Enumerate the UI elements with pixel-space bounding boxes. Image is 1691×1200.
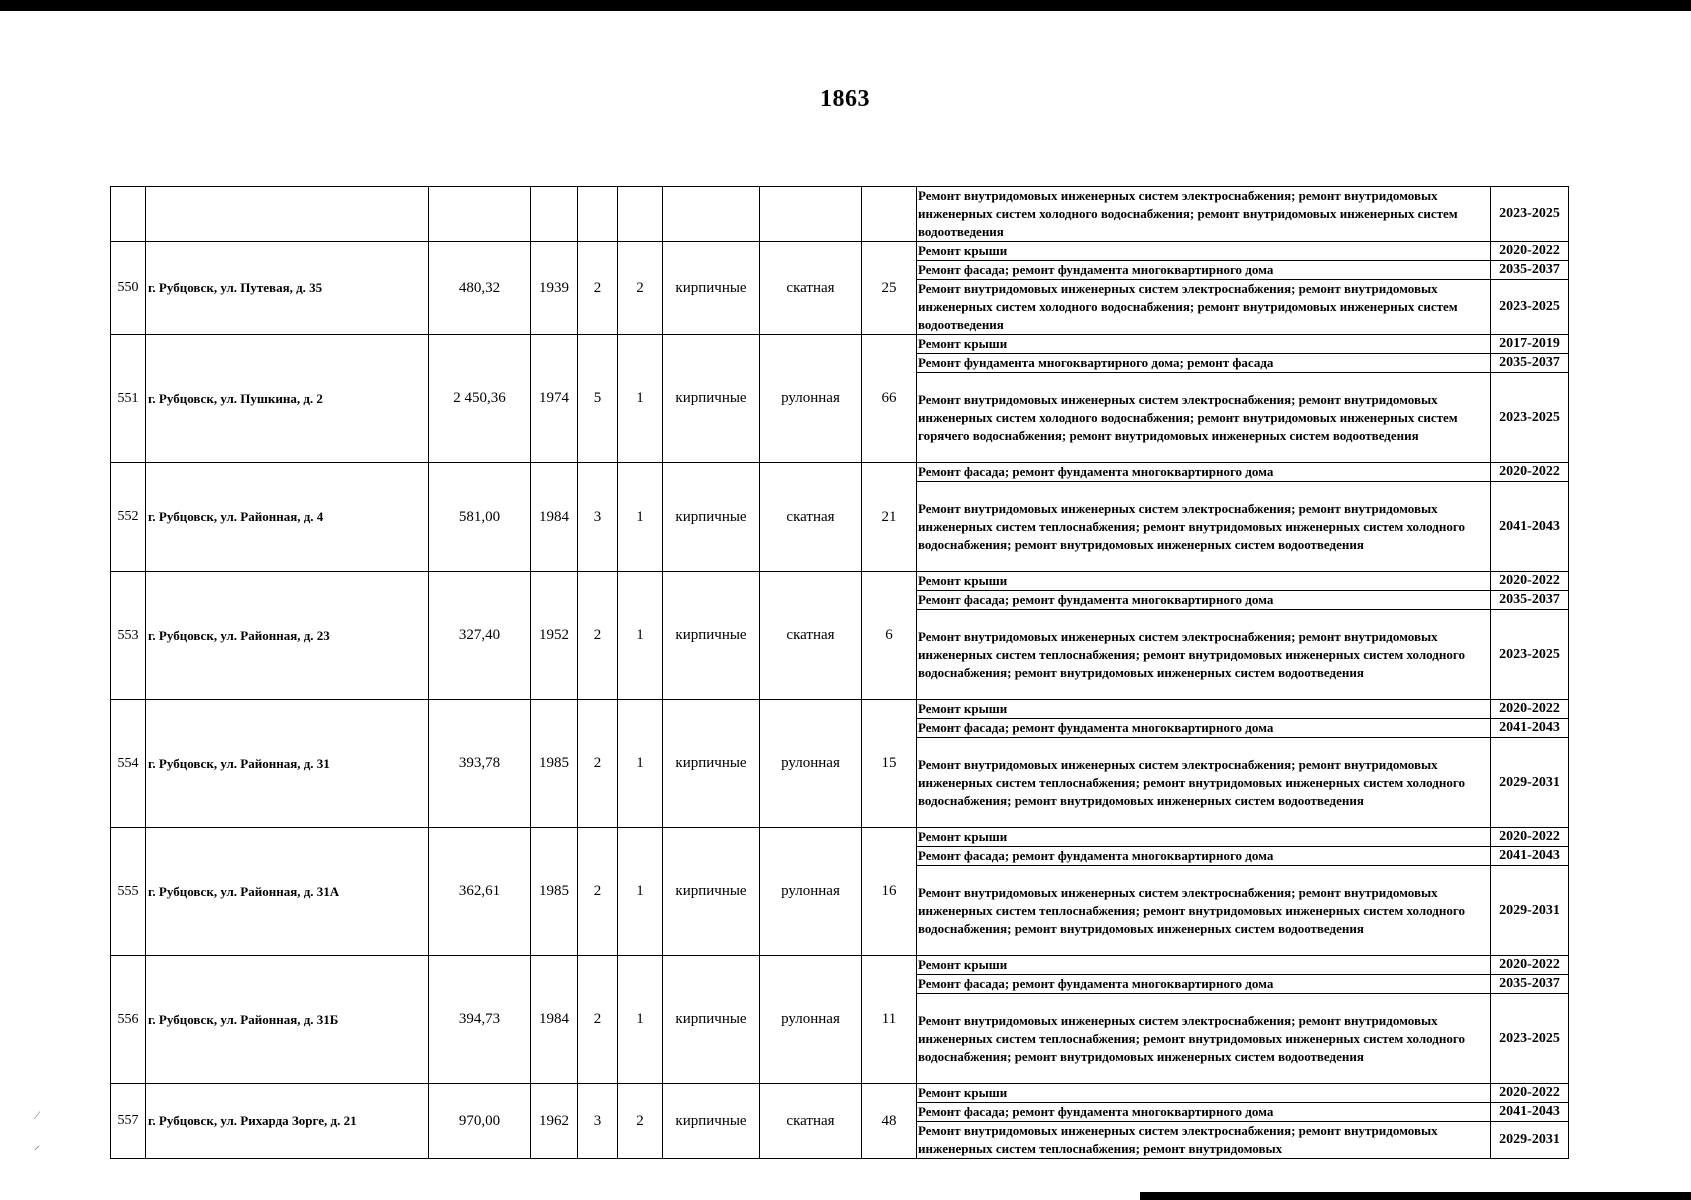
work-description: Ремонт крыши — [917, 335, 1491, 354]
work-description: Ремонт крыши — [917, 1084, 1491, 1103]
continuation-row — [111, 187, 1569, 242]
floors-count: 3 — [578, 463, 618, 572]
empty-cell — [760, 187, 862, 242]
house-row — [111, 956, 1569, 975]
residents-count: 11 — [862, 956, 917, 1084]
margin-pencil-mark: ⸝ — [34, 1138, 41, 1152]
wall-material: кирпичные — [663, 242, 760, 335]
work-period: 2029-2031 — [1491, 1122, 1569, 1159]
house-row — [111, 335, 1569, 354]
floors-count: 2 — [578, 700, 618, 828]
work-period: 2023-2025 — [1491, 187, 1569, 242]
total-area: 394,73 — [429, 956, 531, 1084]
work-period: 2041-2043 — [1491, 847, 1569, 866]
roof-type: скатная — [760, 463, 862, 572]
entrances-count: 2 — [618, 242, 663, 335]
row-number: 557 — [111, 1084, 146, 1159]
address: г. Рубцовск, ул. Рихарда Зорге, д. 21 — [146, 1084, 429, 1159]
total-area: 327,40 — [429, 572, 531, 700]
work-description: Ремонт фасада; ремонт фундамента многоквартирного дома — [917, 1103, 1491, 1122]
entrances-count: 2 — [618, 1084, 663, 1159]
work-description: Ремонт внутридомовых инженерных систем электроснабжения; ремонт внутридомовых инженерных систем теплоснабжения; ремонт внутридомовых — [917, 1122, 1491, 1159]
entrances-count: 1 — [618, 335, 663, 463]
build-year: 1985 — [531, 700, 578, 828]
roof-type: рулонная — [760, 335, 862, 463]
empty-cell — [663, 187, 760, 242]
work-period: 2035-2037 — [1491, 591, 1569, 610]
entrances-count: 1 — [618, 572, 663, 700]
entrances-count: 1 — [618, 700, 663, 828]
work-description: Ремонт внутридомовых инженерных систем электроснабжения; ремонт внутридомовых инженерных систем холодного водоснабжения; ремонт внутридомовых инженерных систем водоотведения — [917, 280, 1491, 335]
floors-count: 2 — [578, 956, 618, 1084]
entrances-count: 1 — [618, 463, 663, 572]
work-description: Ремонт фасада; ремонт фундамента многоквартирного дома — [917, 591, 1491, 610]
work-period: 2020-2022 — [1491, 700, 1569, 719]
work-description: Ремонт фасада; ремонт фундамента многоквартирного дома — [917, 261, 1491, 280]
build-year: 1939 — [531, 242, 578, 335]
empty-cell — [578, 187, 618, 242]
residents-count: 15 — [862, 700, 917, 828]
work-period: 2035-2037 — [1491, 354, 1569, 373]
total-area: 2 450,36 — [429, 335, 531, 463]
floors-count: 5 — [578, 335, 618, 463]
house-row — [111, 828, 1569, 847]
work-description: Ремонт внутридомовых инженерных систем электроснабжения; ремонт внутридомовых инженерных систем теплоснабжения; ремонт внутридомовых инженерных систем холодного водоснабжения; ремонт внутридомовых инженерных систем водоотведения — [917, 866, 1491, 956]
address: г. Рубцовск, ул. Районная, д. 4 — [146, 463, 429, 572]
wall-material: кирпичные — [663, 956, 760, 1084]
total-area: 970,00 — [429, 1084, 531, 1159]
work-description: Ремонт фундамента многоквартирного дома; ремонт фасада — [917, 354, 1491, 373]
empty-cell — [111, 187, 146, 242]
work-period: 2029-2031 — [1491, 866, 1569, 956]
total-area: 362,61 — [429, 828, 531, 956]
floors-count: 2 — [578, 572, 618, 700]
page-number: 1863 — [820, 86, 870, 112]
build-year: 1984 — [531, 956, 578, 1084]
work-description: Ремонт крыши — [917, 242, 1491, 261]
roof-type: скатная — [760, 242, 862, 335]
row-number: 553 — [111, 572, 146, 700]
address: г. Рубцовск, ул. Путевая, д. 35 — [146, 242, 429, 335]
residents-count: 21 — [862, 463, 917, 572]
work-description: Ремонт внутридомовых инженерных систем электроснабжения; ремонт внутридомовых инженерных систем теплоснабжения; ремонт внутридомовых инженерных систем холодного водоснабжения; ремонт внутридомовых инженерных систем водоотведения — [917, 738, 1491, 828]
house-row — [111, 572, 1569, 591]
build-year: 1952 — [531, 572, 578, 700]
table-body — [111, 187, 1569, 1159]
empty-cell — [862, 187, 917, 242]
residents-count: 66 — [862, 335, 917, 463]
row-number: 554 — [111, 700, 146, 828]
work-period: 2029-2031 — [1491, 738, 1569, 828]
work-period: 2020-2022 — [1491, 956, 1569, 975]
work-description: Ремонт крыши — [917, 572, 1491, 591]
residents-count: 16 — [862, 828, 917, 956]
empty-cell — [618, 187, 663, 242]
residents-count: 48 — [862, 1084, 917, 1159]
work-period: 2041-2043 — [1491, 482, 1569, 572]
work-period: 2017-2019 — [1491, 335, 1569, 354]
work-period: 2020-2022 — [1491, 572, 1569, 591]
address: г. Рубцовск, ул. Районная, д. 23 — [146, 572, 429, 700]
work-description: Ремонт крыши — [917, 700, 1491, 719]
row-number: 550 — [111, 242, 146, 335]
empty-cell — [429, 187, 531, 242]
wall-material: кирпичные — [663, 700, 760, 828]
row-number: 551 — [111, 335, 146, 463]
work-description: Ремонт внутридомовых инженерных систем электроснабжения; ремонт внутридомовых инженерных систем теплоснабжения; ремонт внутридомовых инженерных систем холодного водоснабжения; ремонт внутридомовых инженерных систем водоотведения — [917, 482, 1491, 572]
wall-material: кирпичные — [663, 572, 760, 700]
build-year: 1985 — [531, 828, 578, 956]
residents-count: 6 — [862, 572, 917, 700]
work-period: 2041-2043 — [1491, 719, 1569, 738]
total-area: 581,00 — [429, 463, 531, 572]
total-area: 480,32 — [429, 242, 531, 335]
work-description: Ремонт фасада; ремонт фундамента многоквартирного дома — [917, 719, 1491, 738]
work-description: Ремонт фасада; ремонт фундамента многоквартирного дома — [917, 975, 1491, 994]
work-period: 2035-2037 — [1491, 261, 1569, 280]
empty-cell — [531, 187, 578, 242]
work-description: Ремонт фасада; ремонт фундамента многоквартирного дома — [917, 463, 1491, 482]
build-year: 1962 — [531, 1084, 578, 1159]
roof-type: рулонная — [760, 700, 862, 828]
floors-count: 2 — [578, 828, 618, 956]
house-row — [111, 463, 1569, 482]
address: г. Рубцовск, ул. Районная, д. 31А — [146, 828, 429, 956]
floors-count: 2 — [578, 242, 618, 335]
housing-repair-table — [110, 186, 1569, 1159]
margin-pencil-mark: ⁄ — [36, 1108, 39, 1122]
scan-border-top — [0, 0, 1691, 11]
work-description: Ремонт крыши — [917, 956, 1491, 975]
entrances-count: 1 — [618, 828, 663, 956]
work-period: 2023-2025 — [1491, 610, 1569, 700]
row-number: 555 — [111, 828, 146, 956]
total-area: 393,78 — [429, 700, 531, 828]
row-number: 556 — [111, 956, 146, 1084]
work-period: 2023-2025 — [1491, 994, 1569, 1084]
floors-count: 3 — [578, 1084, 618, 1159]
wall-material: кирпичные — [663, 463, 760, 572]
work-description: Ремонт внутридомовых инженерных систем электроснабжения; ремонт внутридомовых инженерных систем холодного водоснабжения; ремонт внутридомовых инженерных систем водоотведения — [917, 187, 1491, 242]
address: г. Рубцовск, ул. Пушкина, д. 2 — [146, 335, 429, 463]
wall-material: кирпичные — [663, 335, 760, 463]
roof-type: рулонная — [760, 956, 862, 1084]
work-description: Ремонт внутридомовых инженерных систем электроснабжения; ремонт внутридомовых инженерных систем холодного водоснабжения; ремонт внутридомовых инженерных систем горячего водоснабжения; ремонт внутридомовых инженерных систем водоотведения — [917, 373, 1491, 463]
work-period: 2035-2037 — [1491, 975, 1569, 994]
empty-cell — [146, 187, 429, 242]
house-row — [111, 700, 1569, 719]
residents-count: 25 — [862, 242, 917, 335]
scan-border-bottom — [1140, 1192, 1691, 1200]
work-period: 2023-2025 — [1491, 373, 1569, 463]
roof-type: скатная — [760, 1084, 862, 1159]
work-period: 2020-2022 — [1491, 828, 1569, 847]
roof-type: скатная — [760, 572, 862, 700]
entrances-count: 1 — [618, 956, 663, 1084]
wall-material: кирпичные — [663, 828, 760, 956]
wall-material: кирпичные — [663, 1084, 760, 1159]
work-period: 2041-2043 — [1491, 1103, 1569, 1122]
row-number: 552 — [111, 463, 146, 572]
build-year: 1974 — [531, 335, 578, 463]
work-period: 2020-2022 — [1491, 1084, 1569, 1103]
house-row — [111, 1084, 1569, 1103]
roof-type: рулонная — [760, 828, 862, 956]
house-row — [111, 242, 1569, 261]
work-period: 2020-2022 — [1491, 242, 1569, 261]
work-description: Ремонт фасада; ремонт фундамента многоквартирного дома — [917, 847, 1491, 866]
work-period: 2023-2025 — [1491, 280, 1569, 335]
build-year: 1984 — [531, 463, 578, 572]
work-description: Ремонт крыши — [917, 828, 1491, 847]
address: г. Рубцовск, ул. Районная, д. 31 — [146, 700, 429, 828]
work-description: Ремонт внутридомовых инженерных систем электроснабжения; ремонт внутридомовых инженерных систем теплоснабжения; ремонт внутридомовых инженерных систем холодного водоснабжения; ремонт внутридомовых инженерных систем водоотведения — [917, 994, 1491, 1084]
address: г. Рубцовск, ул. Районная, д. 31Б — [146, 956, 429, 1084]
work-description: Ремонт внутридомовых инженерных систем электроснабжения; ремонт внутридомовых инженерных систем теплоснабжения; ремонт внутридомовых инженерных систем холодного водоснабжения; ремонт внутридомовых инженерных систем водоотведения — [917, 610, 1491, 700]
work-period: 2020-2022 — [1491, 463, 1569, 482]
